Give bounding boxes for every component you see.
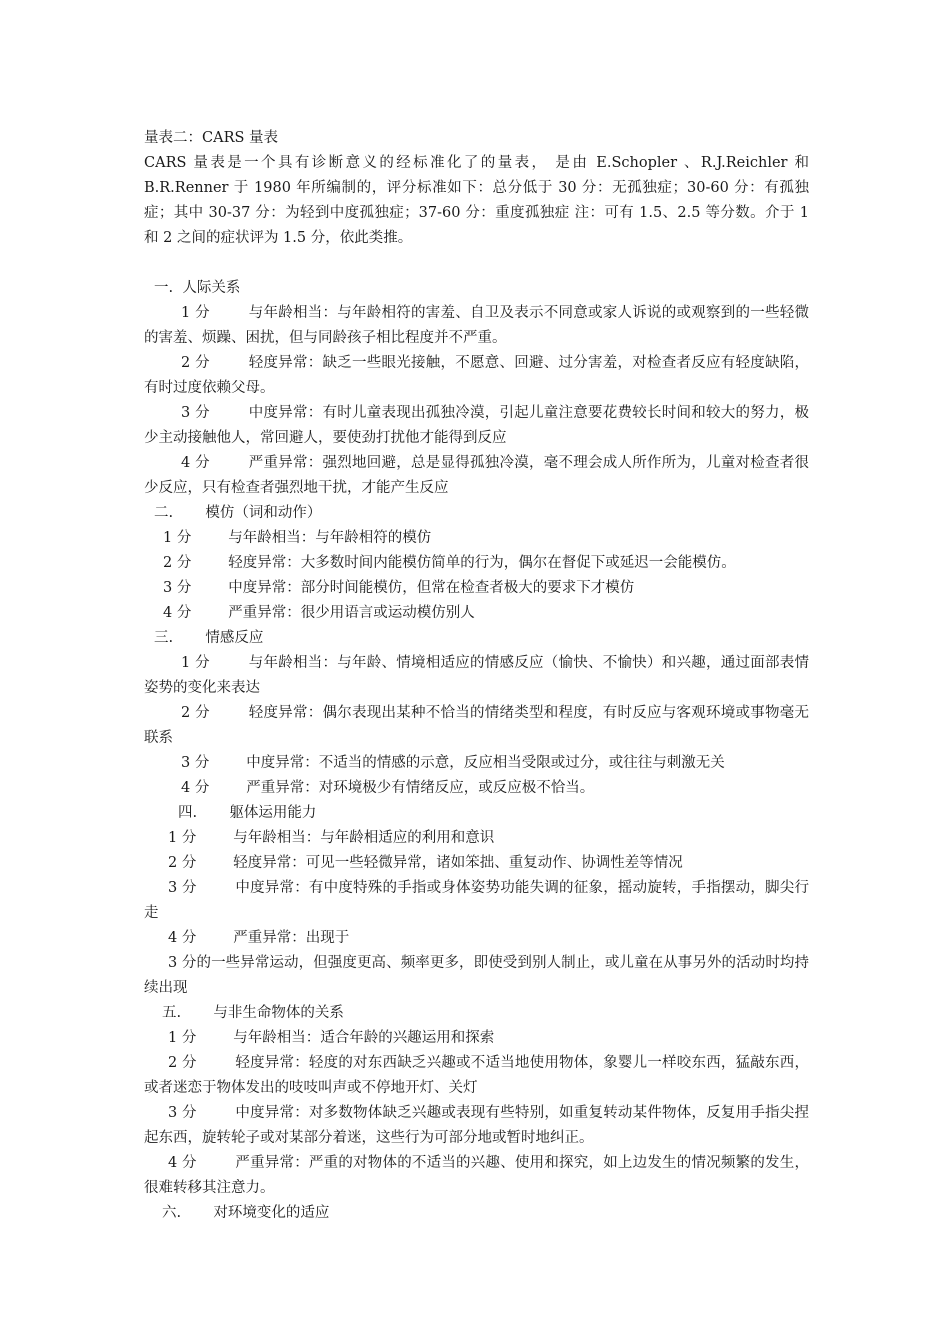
section-3-item-4: 4 分 严重异常：对环境极少有情绪反应，或反应极不恰当。	[181, 780, 595, 796]
section-4-item-4: 4 分 严重异常：出现于	[168, 930, 350, 946]
section-4-item-2: 2 分 轻度异常：可见一些轻微异常，诸如笨拙、重复动作、协调性差等情况	[168, 855, 683, 871]
section-5-item-4: 4 分 严重异常：严重的对物体的不适当的兴趣、使用和探究，如上边发生的情况频繁的发生，很难转移其注意力。	[144, 1155, 809, 1196]
document-title: 量表二：CARS 量表	[144, 130, 279, 146]
section-1-item-3: 3 分 中度异常：有时儿童表现出孤独冷漠，引起儿童注意要花费较长时间和较大的努力，极少主动接触他人，常回避人，要使劲打扰他才能得到反应	[144, 405, 809, 446]
section-5-item-1: 1 分 与年龄相当：适合年龄的兴趣运用和探索	[168, 1030, 495, 1046]
section-5-item-2: 2 分 轻度异常：轻度的对东西缺乏兴趣或不适当地使用物体，象婴儿一样咬东西，猛敲东西，或者迷恋于物体发出的吱吱叫声或不停地开灯、关灯	[144, 1055, 809, 1096]
section-heading-1: 一. 人际关系	[154, 280, 241, 296]
section-heading-4: 四. 躯体运用能力	[178, 805, 317, 821]
section-3-item-3: 3 分 中度异常：不适当的情感的示意，反应相当受限或过分，或往往与刺激无关	[181, 755, 725, 771]
document-body	[144, 126, 809, 1226]
section-3-item-2: 2 分 轻度异常：偶尔表现出某种不恰当的情绪类型和程度，有时反应与客观环境或事物毫无联系	[144, 705, 809, 746]
section-1-item-1: 1 分 与年龄相当：与年龄相符的害羞、自卫及表示不同意或家人诉说的或观察到的一些轻微的害羞、烦躁、困扰，但与同龄孩子相比程度并不严重。	[144, 305, 809, 346]
section-2-item-1: 1 分 与年龄相当：与年龄相符的模仿	[163, 530, 432, 546]
section-1-item-2: 2 分 轻度异常：缺乏一些眼光接触，不愿意、回避、过分害羞，对检查者反应有轻度缺陷，有时过度依赖父母。	[144, 355, 809, 396]
section-3-item-1: 1 分 与年龄相当：与年龄、情境相适应的情感反应（愉快、不愉快）和兴趣，通过面部表情姿势的变化来表达	[144, 655, 809, 696]
section-2-item-2: 2 分 轻度异常：大多数时间内能模仿简单的行为，偶尔在督促下或延迟一会能模仿。	[163, 555, 736, 571]
intro-paragraph: CARS 量表是一个具有诊断意义的经标准化了的量表， 是由 E.Schopler 、R.J.Reichler 和 B.R.Renner 于 1980 年所编制的，评分标准如下：总分低于 30 分：无孤独症；30-60 分：有孤独症；其中 30-37 分：为轻到中度孤独症；37-60 分：重度孤独症 注：可有 1.5、2.5 等分数。介于 1 和 2 之间的症状评为 1.5 分，依此类推。	[144, 155, 809, 246]
section-5-item-3: 3 分 中度异常：对多数物体缺乏兴趣或表现有些特别，如重复转动某件物体，反复用手指尖捏起东西，旋转轮子或对某部分着迷，这些行为可部分地或暂时地纠正。	[144, 1105, 809, 1146]
section-2-item-3: 3 分 中度异常：部分时间能模仿，但常在检查者极大的要求下才模仿	[163, 580, 635, 596]
section-4-item-5: 3 分的一些异常运动，但强度更高、频率更多，即使受到别人制止，或儿童在从事另外的活动时均持续出现	[144, 955, 809, 996]
section-4-item-3: 3 分 中度异常：有中度特殊的手指或身体姿势功能失调的征象，摇动旋转，手指摆动，脚尖行走	[144, 880, 809, 921]
section-1-item-4: 4 分 严重异常：强烈地回避，总是显得孤独冷漠，毫不理会成人所作所为，儿童对检查者很少反应，只有检查者强烈地干扰，才能产生反应	[144, 455, 809, 496]
section-2-item-4: 4 分 严重异常：很少用语言或运动模仿别人	[163, 605, 475, 621]
section-heading-5: 五. 与非生命物体的关系	[162, 1005, 344, 1021]
section-heading-3: 三. 情感反应	[154, 630, 264, 646]
section-heading-2: 二. 模仿（词和动作）	[154, 505, 322, 521]
section-4-item-1: 1 分 与年龄相当：与年龄相适应的利用和意识	[168, 830, 495, 846]
section-heading-6: 六. 对环境变化的适应	[162, 1205, 330, 1221]
blank-line	[144, 251, 809, 276]
